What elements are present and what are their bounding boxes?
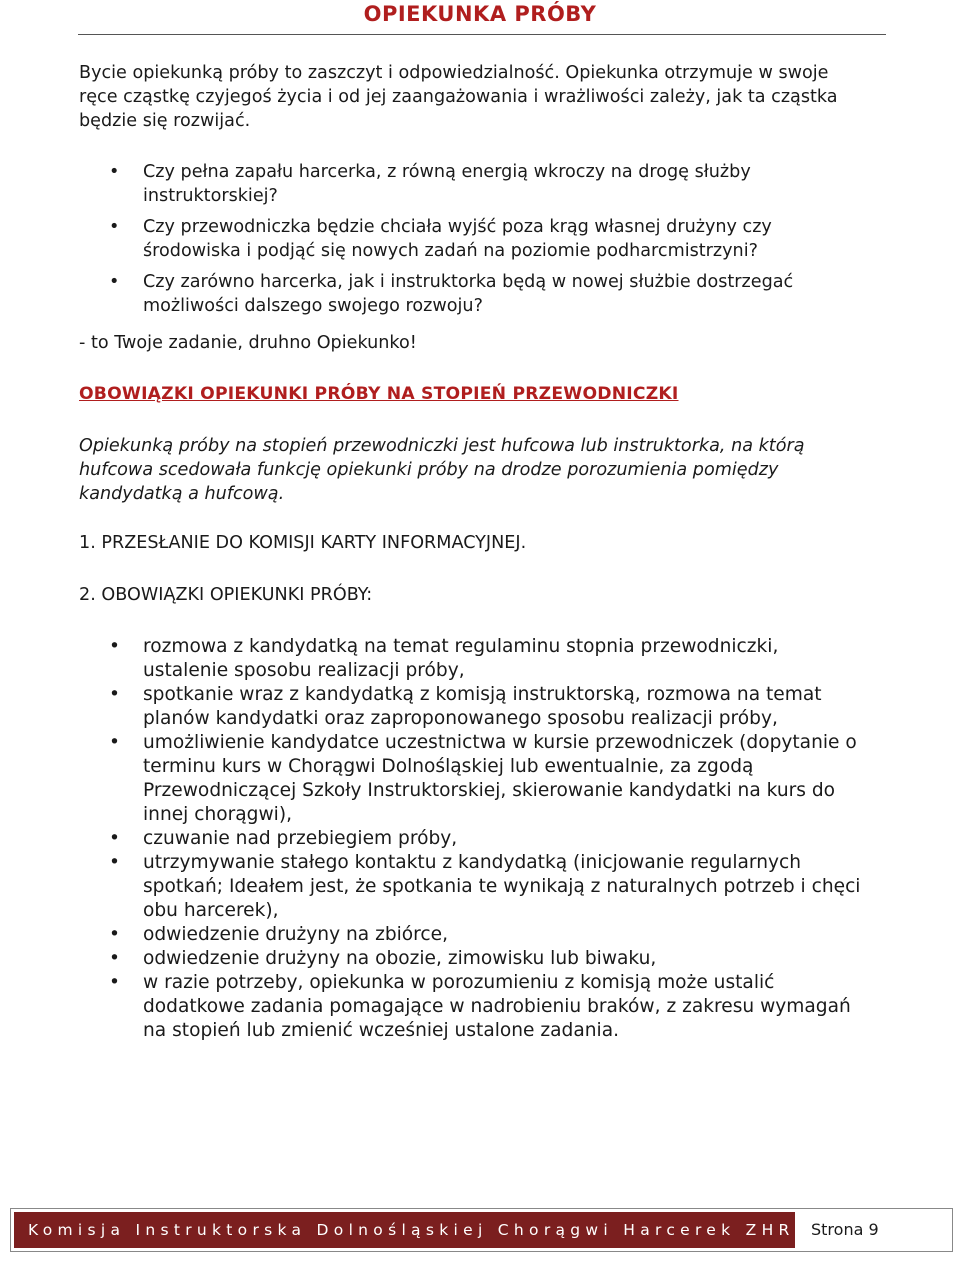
questions-list <box>79 160 869 318</box>
closing-line: - to Twoje zadanie, druhno Opiekunko! <box>79 333 417 353</box>
document-body <box>79 61 869 1043</box>
title-divider <box>78 34 886 35</box>
duty-item: • odwiedzenie drużyny na zbiórce, <box>143 923 869 947</box>
duty-item: • umożliwienie kandydatce uczestnictwa w kursie przewodniczek (dopytanie o terminu kurs w Chorągwi Dolnośląskiej lub ewentualnie, za zgodą Przewodniczącej Szkoły Instruktorskiej, skierowanie kandydatki na kurs do innej chorągwi), <box>143 731 869 827</box>
step-2-heading: 2. OBOWIĄZKI OPIEKUNKI PRÓBY: <box>79 585 373 605</box>
page-footer <box>10 1208 953 1252</box>
section-heading: OBOWIĄZKI OPIEKUNKI PRÓBY NA STOPIEŃ PRZEWODNICZKI <box>79 384 679 404</box>
question-item: • Czy przewodniczka będzie chciała wyjść poza krąg własnej drużyny czy środowiska i podjąć się nowych zadań na poziomie podharcmistrzyni? <box>143 215 869 263</box>
duty-item: • spotkanie wraz z kandydatką z komisją instruktorską, rozmowa na temat planów kandydatki oraz zaproponowanego sposobu realizacji próby, <box>143 683 869 731</box>
duties-list <box>79 635 869 1043</box>
footer-page-number: Strona 9 <box>811 1220 879 1239</box>
duty-item: • odwiedzenie drużyny na obozie, zimowisku lub biwaku, <box>143 947 869 971</box>
duty-item: • rozmowa z kandydatką na temat regulaminu stopnia przewodniczki, ustalenie sposobu realizacji próby, <box>143 635 869 683</box>
duty-item: • w razie potrzeby, opiekunka w porozumieniu z komisją może ustalić dodatkowe zadania pomagające w nadrobieniu braków, z zakresu wymagań na stopień lub zmienić wcześniej ustalone zadania. <box>143 971 869 1043</box>
footer-organization: Komisja Instruktorska Dolnośląskiej Chorągwi Harcerek ZHR <box>14 1212 795 1248</box>
step-1-heading: 1. PRZESŁANIE DO KOMISJI KARTY INFORMACYJNEJ. <box>79 533 527 553</box>
duty-item: • czuwanie nad przebiegiem próby, <box>143 827 869 851</box>
page-title: OPIEKUNKA PRÓBY <box>363 2 597 26</box>
question-item: • Czy pełna zapału harcerka, z równą energią wkroczy na drogę służby instruktorskiej? <box>143 160 869 208</box>
definition-paragraph: Opiekunką próby na stopień przewodniczki jest hufcowa lub instruktorka, na którą hufcowa scedowała funkcję opiekunki próby na drodze porozumienia pomiędzy kandydatką a hufcową. <box>79 436 805 504</box>
intro-paragraph: Bycie opiekunką próby to zaszczyt i odpowiedzialność. Opiekunka otrzymuje w swoje ręce cząstkę czyjegoś życia i od jej zaangażowania i wrażliwości zależy, jak ta cząstka będzie się rozwijać. <box>79 63 838 131</box>
question-item: • Czy zarówno harcerka, jak i instruktorka będą w nowej służbie dostrzegać możliwości dalszego swojego rozwoju? <box>143 270 869 318</box>
duty-item: • utrzymywanie stałego kontaktu z kandydatką (inicjowanie regularnych spotkań; Ideałem jest, że spotkania te wynikają z naturalnych potrzeb i chęci obu harcerek), <box>143 851 869 923</box>
